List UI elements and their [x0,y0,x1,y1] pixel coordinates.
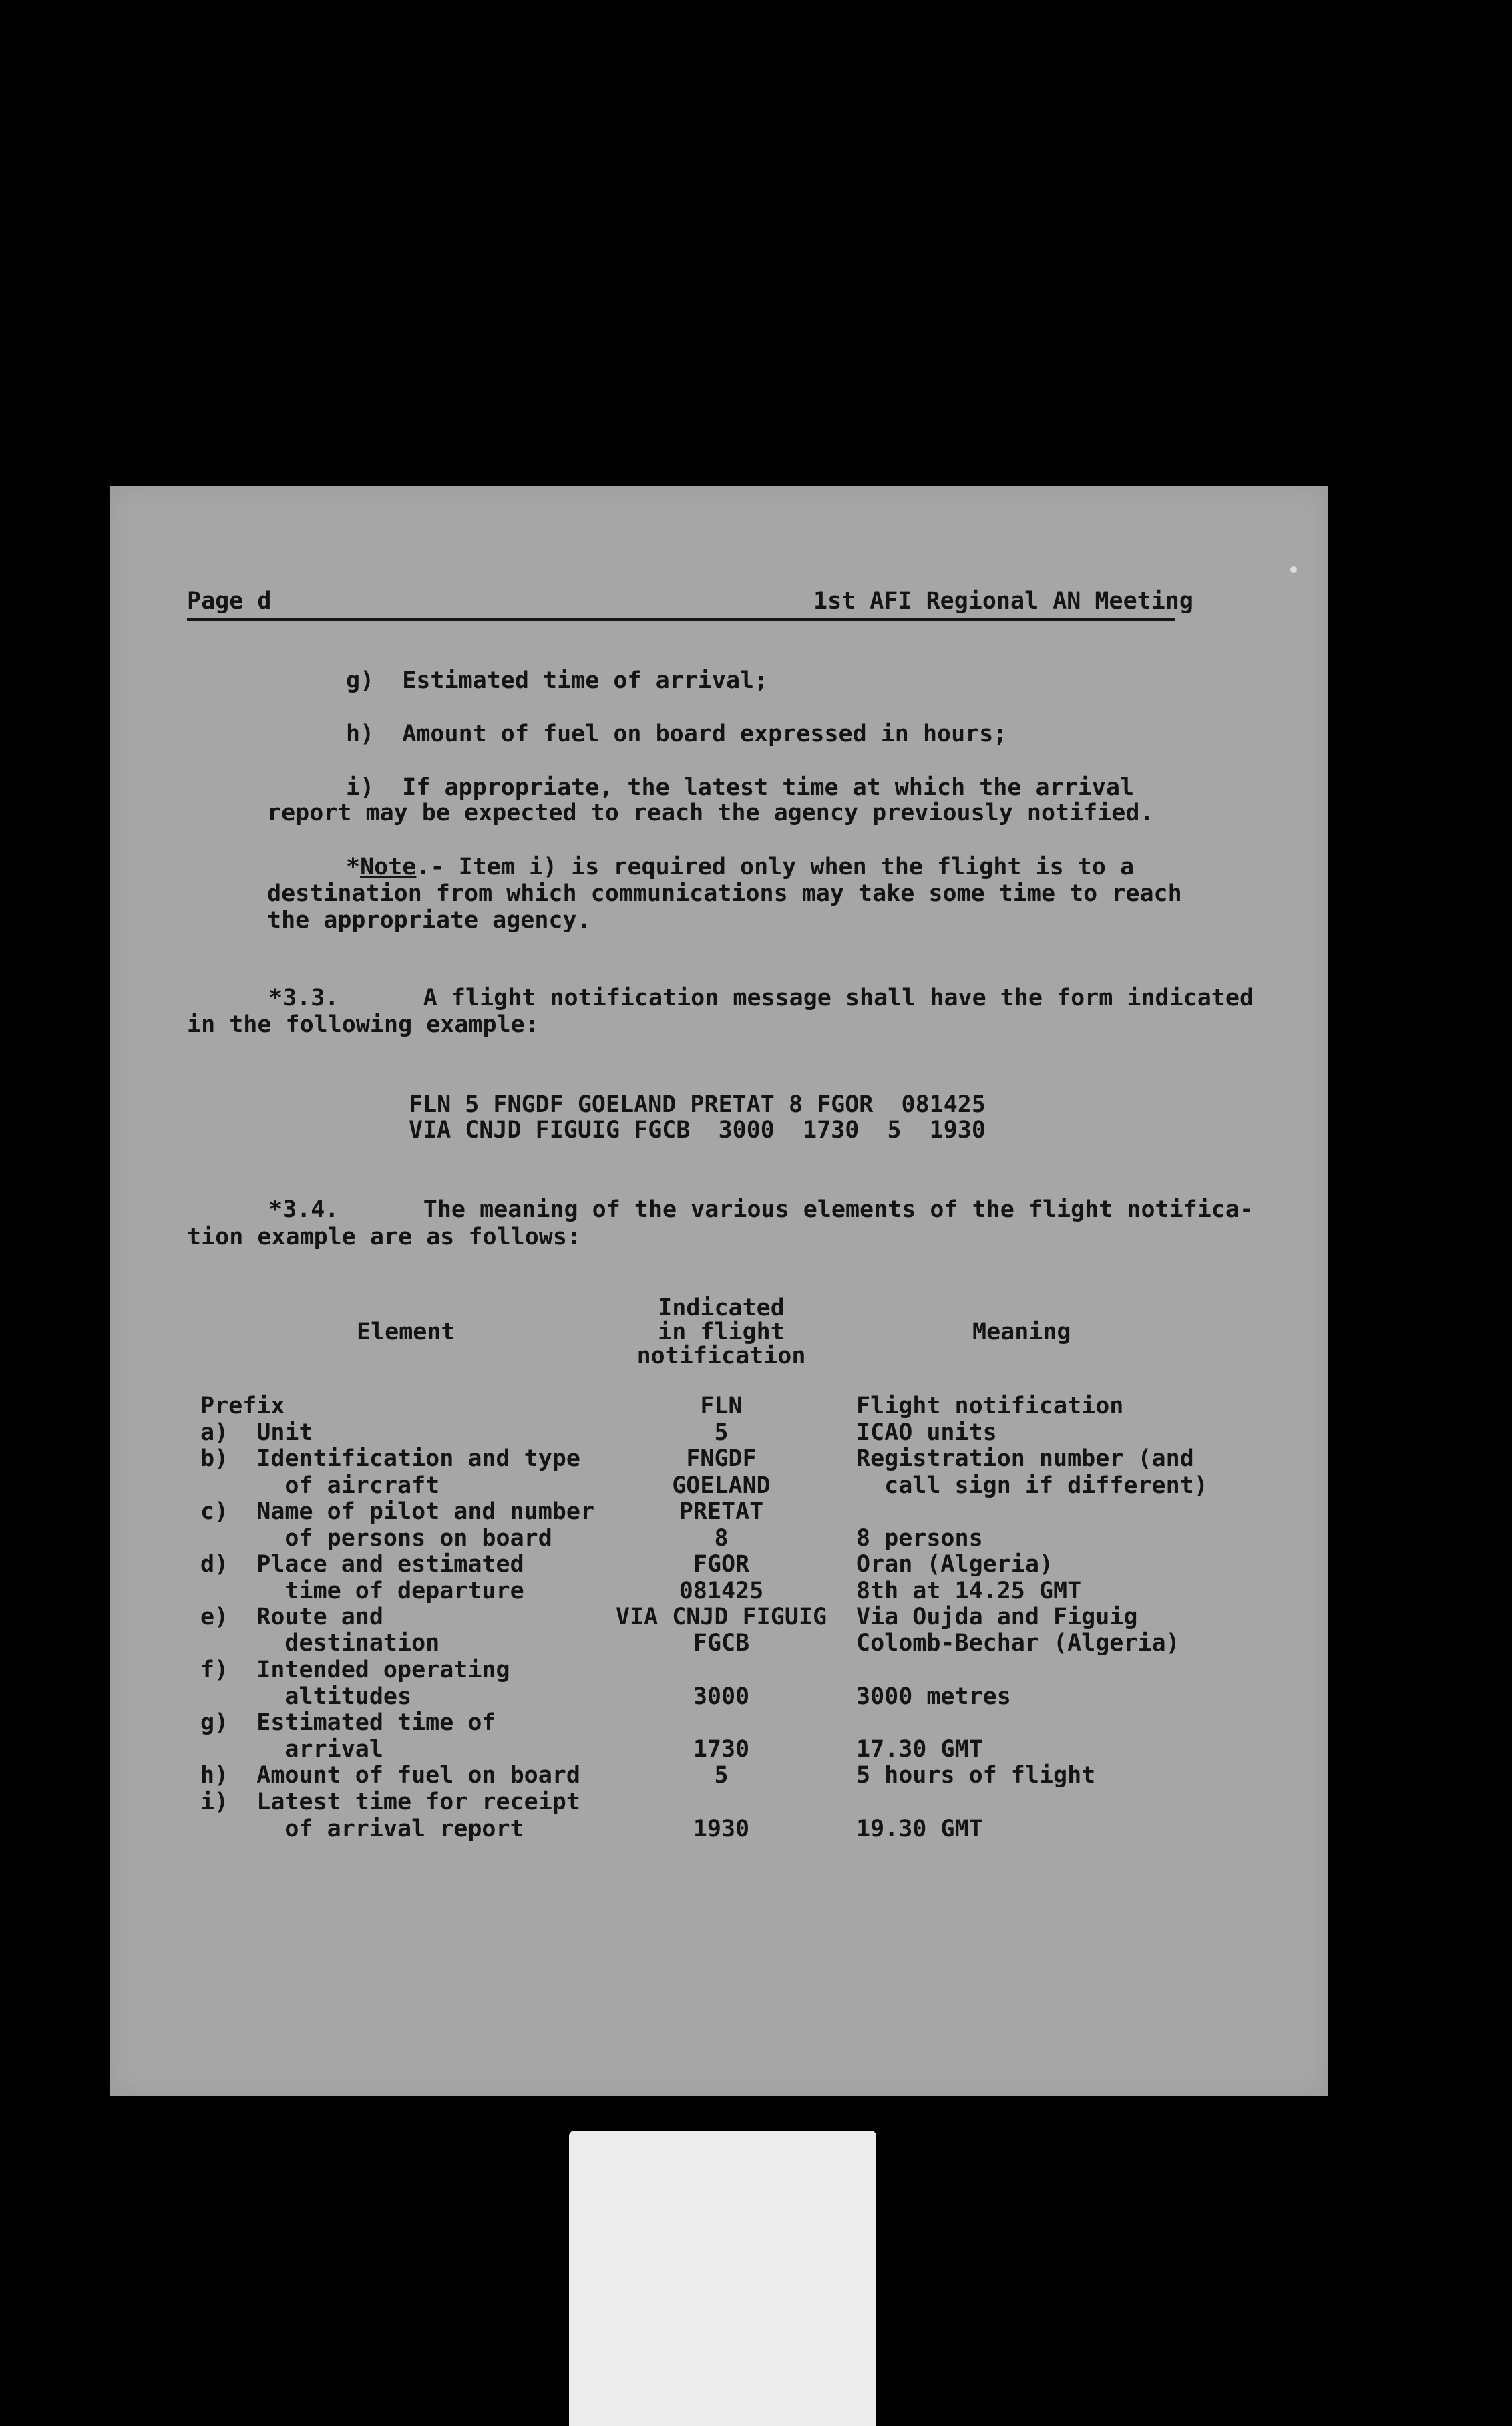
table-row-element: d) Place and estimated [200,1551,524,1578]
table-row-meaning: Colomb-Bechar (Algeria) [856,1630,1180,1657]
table-row-element: f) Intended operating [200,1657,510,1683]
table-row-indicated: 8 [714,1525,729,1552]
item-h: h) Amount of fuel on board expressed in hours; [346,721,1008,747]
note-line3: the appropriate agency. [267,907,591,934]
page-label: Page d [187,588,272,615]
table-row-meaning: call sign if different) [856,1472,1208,1499]
note-label: Note [360,854,417,880]
table-row-meaning: 5 hours of flight [856,1762,1096,1789]
table-header-indicated-3: notification [636,1343,806,1369]
table-header-indicated-1: Indicated [658,1294,785,1321]
table-header-indicated-2: in flight [658,1319,785,1345]
example-line2: VIA CNJD FIGUIG FGCB 3000 1730 5 1930 [409,1117,986,1144]
table-row-indicated: 081425 [679,1578,764,1604]
table-row-indicated: PRETAT [679,1498,764,1525]
table-row-element: altitudes [200,1683,412,1710]
table-row-indicated: 5 [714,1419,729,1446]
table-row-meaning: Via Oujda and Figuig [856,1604,1138,1630]
section-3-3-line2: in the following example: [187,1011,539,1038]
note-line2: destination from which communications may take some time to reach [267,880,1182,907]
item-g: g) Estimated time of arrival; [346,667,769,694]
table-row-meaning: 19.30 GMT [856,1815,983,1842]
running-header: 1st AFI Regional AN Meeting [813,588,1193,615]
table-row-meaning: Flight notification [856,1393,1124,1419]
blank-card [569,2131,876,2426]
table-row-meaning: 3000 metres [856,1683,1011,1710]
table-row-meaning: Oran (Algeria) [856,1551,1054,1578]
table-row-meaning: 17.30 GMT [856,1736,983,1763]
table-row-element: c) Name of pilot and number [200,1498,595,1525]
table-row-element: destination [200,1630,440,1657]
section-3-3-line1: *3.3. A flight notification message shall have the form indicated [268,985,1254,1011]
example-line1: FLN 5 FNGDF GOELAND PRETAT 8 FGOR 081425 [409,1091,986,1118]
table-row-indicated: GOELAND [672,1472,771,1499]
table-row-element: b) Identification and type [200,1445,580,1472]
table-row-indicated: VIA CNJD FIGUIG [615,1604,827,1630]
table-row-meaning: ICAO units [856,1419,997,1446]
table-row-indicated: FGCB [693,1630,750,1657]
table-row-indicated: 3000 [693,1683,750,1710]
table-row-meaning: 8th at 14.25 GMT [856,1578,1082,1604]
table-row-indicated: 5 [714,1762,729,1789]
note-prefix: * [346,854,361,880]
table-row-meaning: Registration number (and [856,1445,1194,1472]
table-row-indicated: FLN [700,1393,743,1419]
table-row-indicated: 1930 [693,1815,750,1842]
table-row-element: of arrival report [200,1815,524,1842]
table-row-element: a) Unit [200,1419,313,1446]
table-row-element: Prefix [200,1393,285,1419]
table-header-element: Element [357,1319,455,1345]
table-header-meaning: Meaning [972,1319,1071,1345]
section-3-4-line2: tion example are as follows: [187,1224,582,1250]
table-row-element: of persons on board [200,1525,552,1552]
header-rule [187,618,1175,621]
table-row-element: time of departure [200,1578,524,1604]
table-row-indicated: FGOR [693,1551,750,1578]
speck [1290,566,1297,573]
table-row-element: arrival [200,1736,383,1763]
table-row-meaning: 8 persons [856,1525,983,1552]
note-line1 [346,854,1134,880]
table-row-indicated: 1730 [693,1736,750,1763]
table-row-element: e) Route and [200,1604,383,1630]
table-row-indicated: FNGDF [686,1445,757,1472]
table-row-element: g) Estimated time of [200,1709,496,1736]
section-3-4-line1: *3.4. The meaning of the various elements of the flight notifica- [268,1196,1254,1223]
table-row-element: of aircraft [200,1472,440,1499]
table-row-element: h) Amount of fuel on board [200,1762,580,1789]
item-i-line1: i) If appropriate, the latest time at which the arrival [346,774,1135,801]
table-row-element: i) Latest time for receipt [200,1789,580,1815]
item-i-line2: report may be expected to reach the agency previously notified. [267,800,1154,826]
note-line1-text: .- Item i) is required only when the flight is to a [416,854,1135,880]
